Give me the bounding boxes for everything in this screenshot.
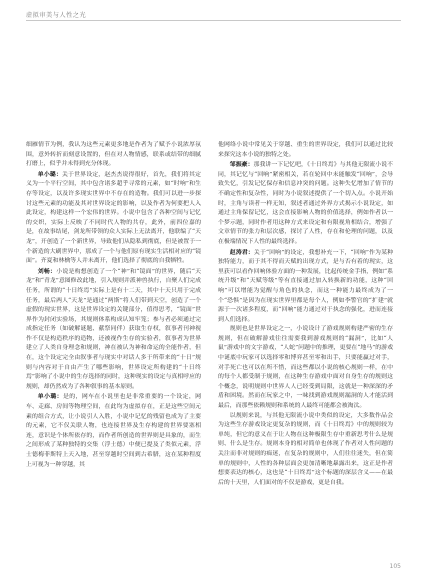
- paragraph: [26, 141, 201, 170]
- paragraph-text: 规则也是世界设定之一，小说设计了游戏规则构建严密的生存规则，但在破解游戏往往需要我到游戏规则的“漏洞”，比如“人鼠”游戏中的文字游戏，“人蛇”问题中的推理，更要在“地马”的游戏中谜底中玩家可以选择零和博弈甚至零和出手，只要能赢过对手，对手死亡也可以在所不惜，而这些都以小说的核心规则一样，在中的每个人都受制于规则，在这种生存游戏中面对自身生存的规则这个概念，说明规则中世界人人已经受到局限，这就是一种深深的矛盾和困境。然而在玩家之中，一味找到游戏规则漏洞的人才能活到最后，而那些依赖规则和系统的人最终可能都会被淘汰。: [218, 326, 393, 410]
- paragraph: [218, 412, 393, 489]
- paragraph: [218, 141, 393, 160]
- paragraph-text: 关于世界设定，赵杰杰说得很好，首先，我们将其定义为一个平行空间，其中包含诸多超乎寻常的元素，如“时响”和生存等设定，以及许多现实世界中不存在的造物。我们可以进一步探讨这些元素的功能及其对世界设定的影响，以及作者为何要把人入此设定，构建这样一个宏伟的世界。小说中包含了各种空间与记忆的交织，实际上反映了不同时代人物的共存，此外，前四位嘉的是，在故事结尾，剑龙所带领的众人实际上无法离开，他联编了“天龙”，开创造了一个新世界，导致他们从隐私到彻底，但是被置于一个新造的大刷世界中，那成了一个与他们原有现实生活相对应的“镜面”。齐夏和林檎等人并未离开，他们选择了彻底的自我牺牲。: [26, 171, 202, 265]
- header-divider: [26, 20, 401, 21]
- paragraph: [218, 160, 393, 247]
- paragraph-text: 小说是构想创造了一个“神”和“镜面”的世界，随后“天龙”和“青龙”意图修改此地，引入规则并派神兽执行，自聚人们完成任务，所谓的“十日终焉”实际上是有十二天，其中十天只用于完成任务，最后两人“天龙”是通过“两斯”将人们带到天空，创造了一个虚假的现实世界，这是世界设定的关键部分，值得思考，“镜面”世界作为封闭实验场，其规则体系构成认知牢笼；参与者必须通过完成指定任务（如破解谜题、献祭同伴）获取生存权，叙事者刊神视作不仅是构造秩序的造物，还被视作生存的实验者，叙事者为世界建立了人类自身理念和规则，神在被认为神和命运的全能作者，但在，这个设定完全由叙事者与现实中对话人多于所带来的“十日”规则与内容对于自由产生了哪些影响，世界设定所构建的“十日终焉”影响了小说中的生存选择的同时，这种现实的设定与真相呼应的规则，却仍然成为了各种叙事的基本原则。: [26, 268, 202, 390]
- page-number: 105: [389, 563, 401, 570]
- running-title: 虚拟审美与人性之光: [26, 12, 87, 19]
- paragraph-text: 他网络小说中常见关于穿越、重生的世界设定，我们可以通过比较来探究这本小说的独特之处。: [218, 142, 393, 158]
- speaker-name: 赵涛君：: [229, 248, 254, 256]
- paragraph: [218, 248, 393, 326]
- speaker-name: 单小璐：: [37, 393, 63, 401]
- paragraph-text: 细雁情节为例，我认为这些元素更多地是作者为了赋予小说浓厚氛围，意外转折而刻意设置的，但在对人物情感，联系或结带的细腻打磨上，似乎并未得到充分体现。: [26, 142, 201, 168]
- left-column: [26, 141, 201, 470]
- paragraph-text: 是的，网车在小说里也是非常重要的一个设定，网车、走廊、房间等物理空间，在此均为虚拟存在，正是这些空间元素的组合方式，让小说引人入胜，小说中记忆的残留也成为了主要的元素，它不仅关联人物，也连接世界及生存构建的世界要塞相连，意识是个体所依存的，而作者所创造的世界则是具象的，而生之间形成了某种独特的交集（浮士德）中便已提及了类似元素，浮士德梅菲斯特上天入地，甚至穿越时空间到古希腊，这在某种程度上可视为一种穿越，其: [26, 394, 202, 468]
- paragraph-text: 以规则来说，与其他无限流小说中类似的设定，大多数作品会为这些生存游戏设定更复杂的规则，而《十日终焉》中的规则较为单纯，但它的意义在于让人物在这种极限生存中重新思考什么是规则、什么是生存。规则本身的相对简单也体现了作者对人性问题的关注而非对规则的痴迷，在复杂的规则中，人们往往迷失，但在简单的规则中，人性的各种层面会更加清晰地暴露出来，这正是作者想要表达的核心，这也是“十日终焉”这个标题的深层含义——在最后的十天里，人们面对的不仅是游戏，更是自我。: [218, 412, 393, 486]
- speaker-name: 刘畅：: [37, 267, 57, 275]
- speaker-name: 单小璐：: [37, 170, 62, 178]
- paragraph-text: 那我讲一下记忆吧，《十日终焉》与其他无限流小说不同，其记忆与“回响”紧密相关，若在轮回中未能触发“回响”，会导致失忆，引发记忆保存和信息冲突的问题。这种失忆增加了情节的不确定性和复杂性，同时为小说叙述提供了一个切入点。小说开始时，主角与读者一样无知，叙述者通过外界方式揭示小说设定，如通过主角保留记忆，这会直接影响人物的价值选择，例如作者以一个梦示题，同时作者用这种方式来设定和有限视角相结合，增强了文章情节的张力和层次感，探讨了人性，存在和伦理的问题，以及在极端情况下人性的最终选择。: [218, 162, 393, 245]
- paragraph: [218, 325, 393, 411]
- paragraph: [26, 170, 201, 267]
- right-column: [218, 141, 393, 488]
- paragraph: [26, 267, 201, 393]
- paragraph: [26, 392, 201, 470]
- paragraph-text: 关于“回响”的设定，我想补充一下，“回响”作为某种独特能力，而于其不得而天赋的出现方式，是与否有着的现实，这里获可以看作回响体验方面的一种发展，比起传统金手指，例如“系统升级”和“天赋等级”等有直接通过加入转换新的功能，这种“回响”可以增能为觉醒与角色的执念，而这一种能力最终成为了一个“恐惧”是因为在现实世界里都是每个人，例如李警官的“扩建”就源于一次诸多程度，而“回响”能力通过对于执念的强化，进而连接到人们选择。: [218, 249, 394, 323]
- speaker-name: 邹振豪：: [229, 161, 254, 169]
